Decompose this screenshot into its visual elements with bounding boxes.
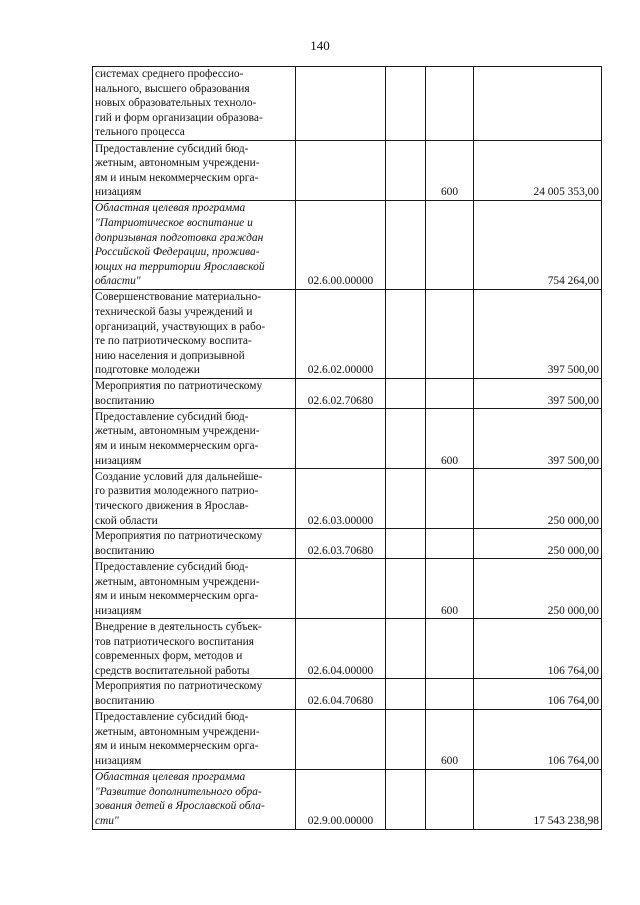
row-code-cell: 02.6.00.00000 — [296, 201, 386, 290]
row-section-cell — [386, 709, 426, 769]
row-expense-type-cell — [426, 769, 474, 829]
row-section-cell — [386, 559, 426, 619]
row-code-cell: 02.6.04.70680 — [296, 679, 386, 709]
row-amount-cell: 106 764,00 — [474, 619, 602, 679]
row-section-cell — [386, 769, 426, 829]
row-code-cell: 02.6.02.70680 — [296, 379, 386, 409]
table-row — [93, 619, 602, 679]
row-section-cell — [386, 141, 426, 201]
row-name-cell: Создание условий для дальнейше- го развития молодежного патрио- тического движения в Ярослав- ской области — [93, 469, 296, 529]
row-expense-type-cell: 600 — [426, 409, 474, 469]
row-name-cell: Мероприятия по патриотическому воспитанию — [93, 679, 296, 709]
row-name-cell: системах среднего профессио- нального, высшего образования новых образовательных техноло- гий и форм организации образова- тельного процесса — [93, 67, 296, 141]
row-section-cell — [386, 619, 426, 679]
row-expense-type-cell — [426, 679, 474, 709]
row-section-cell — [386, 409, 426, 469]
table-row — [93, 141, 602, 201]
row-name-cell: Предоставление субсидий бюд- жетным, автономным учреждени- ям и иным некоммерческим орга- низациям — [93, 141, 296, 201]
row-name-cell: Мероприятия по патриотическому воспитанию — [93, 379, 296, 409]
table-row — [93, 379, 602, 409]
row-amount-cell: 250 000,00 — [474, 559, 602, 619]
row-amount-cell: 754 264,00 — [474, 201, 602, 290]
row-section-cell — [386, 679, 426, 709]
row-expense-type-cell: 600 — [426, 709, 474, 769]
row-amount-cell — [474, 67, 602, 141]
row-amount-cell: 17 543 238,98 — [474, 769, 602, 829]
row-amount-cell: 106 764,00 — [474, 679, 602, 709]
row-name-cell: Внедрение в деятельность субъек- тов патриотического воспитания современных форм, методов и средств воспитательной работы — [93, 619, 296, 679]
row-name-cell: Областная целевая программа "Патриотическое воспитание и допризывная подготовка граждан Российской Федерации, прожива- ющих на территории Ярославской области" — [93, 201, 296, 290]
row-code-cell: 02.6.04.00000 — [296, 619, 386, 679]
table-row — [93, 469, 602, 529]
row-name-cell: Мероприятия по патриотическому воспитанию — [93, 529, 296, 559]
row-section-cell — [386, 290, 426, 379]
row-name-cell: Предоставление субсидий бюд- жетным, автономным учреждени- ям и иным некоммерческим орга- низациям — [93, 559, 296, 619]
row-code-cell: 02.6.03.00000 — [296, 469, 386, 529]
table-row — [93, 409, 602, 469]
row-amount-cell: 397 500,00 — [474, 290, 602, 379]
row-code-cell — [296, 67, 386, 141]
row-expense-type-cell: 600 — [426, 559, 474, 619]
row-amount-cell: 106 764,00 — [474, 709, 602, 769]
row-name-cell: Предоставление субсидий бюд- жетным, автономным учреждени- ям и иным некоммерческим орга- низациям — [93, 709, 296, 769]
table-row — [93, 559, 602, 619]
row-section-cell — [386, 379, 426, 409]
row-expense-type-cell — [426, 469, 474, 529]
row-section-cell — [386, 469, 426, 529]
table-row — [93, 709, 602, 769]
row-amount-cell: 24 005 353,00 — [474, 141, 602, 201]
row-name-cell: Областная целевая программа "Развитие дополнительного обра- зования детей в Ярославской обла- сти" — [93, 769, 296, 829]
row-name-cell: Предоставление субсидий бюд- жетным, автономным учреждени- ям и иным некоммерческим орга- низациям — [93, 409, 296, 469]
row-expense-type-cell — [426, 619, 474, 679]
table-row — [93, 290, 602, 379]
row-expense-type-cell — [426, 379, 474, 409]
row-name-cell: Совершенствование материально- технической базы учреждений и организаций, участвующих в рабо- те по патриотическому воспита- нию населения и допризывной подготовке молодежи — [93, 290, 296, 379]
row-code-cell: 02.6.02.00000 — [296, 290, 386, 379]
row-code-cell: 02.6.03.70680 — [296, 529, 386, 559]
budget-table-body — [93, 67, 602, 830]
page-number: 140 — [310, 38, 330, 53]
row-code-cell — [296, 409, 386, 469]
table-row — [93, 769, 602, 829]
table-row — [93, 679, 602, 709]
row-code-cell: 02.9.00.00000 — [296, 769, 386, 829]
row-code-cell — [296, 141, 386, 201]
row-section-cell — [386, 201, 426, 290]
row-amount-cell: 397 500,00 — [474, 409, 602, 469]
row-amount-cell: 250 000,00 — [474, 469, 602, 529]
row-amount-cell: 397 500,00 — [474, 379, 602, 409]
row-section-cell — [386, 67, 426, 141]
row-expense-type-cell — [426, 201, 474, 290]
row-expense-type-cell — [426, 67, 474, 141]
row-expense-type-cell — [426, 290, 474, 379]
row-expense-type-cell: 600 — [426, 141, 474, 201]
table-row — [93, 201, 602, 290]
table-row — [93, 67, 602, 141]
budget-table — [92, 66, 602, 830]
row-amount-cell: 250 000,00 — [474, 529, 602, 559]
row-code-cell — [296, 709, 386, 769]
row-section-cell — [386, 529, 426, 559]
table-row — [93, 529, 602, 559]
row-code-cell — [296, 559, 386, 619]
row-expense-type-cell — [426, 529, 474, 559]
